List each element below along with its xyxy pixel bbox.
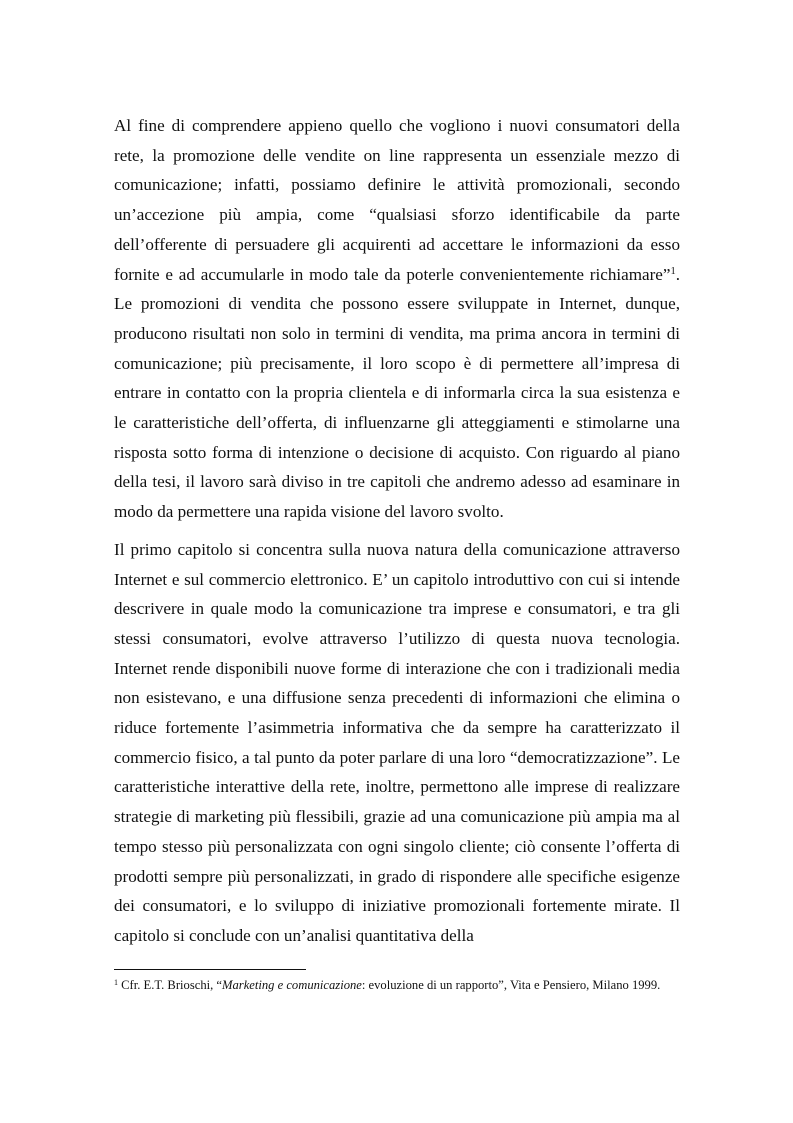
paragraph-1-text: Al fine di comprendere appieno quello che vogliono i nuovi consumatori della rete, la promozione delle vendite on line rappresenta un essenziale mezzo di comunicazione; infatti, possiamo definire le attività promozionali, secondo un’accezione più ampia, come “qualsiasi sforzo identificabile da parte dell’offerente di persuadere gli acquirenti ad accettare le informazioni da esso fornite e ad accumularle in modo tale da poterle convenientemente richiamare” [114, 116, 680, 284]
footnote-number: 1 [114, 978, 118, 987]
footnote-suffix: : evoluzione di un rapporto”, Vita e Pensiero, Milano 1999. [361, 978, 661, 992]
paragraph-1 [114, 111, 680, 527]
footnote-separator [114, 969, 306, 970]
footnote-title: Marketing e comunicazione [222, 978, 362, 992]
footnote-reference: 1 [670, 265, 676, 277]
paragraph-1-continuation: . Le promozioni di vendita che possono essere sviluppate in Internet, dunque, producono risultati non solo in termini di vendita, ma prima ancora in termini di comunicazione; più precisamente, il loro scopo è di permettere all’impresa di entrare in contatto con la propria clientela e di informarla circa la sua esistenza e le caratteristiche dell’offerta, di influenzarne gli atteggiamenti e stimolarne una risposta sotto forma di intenzione o decisione di acquisto. Con riguardo al piano della tesi, il lavoro sarà diviso in tre capitoli che andremo adesso ad esaminare in modo da permettere una rapida visione del lavoro svolto. [114, 264, 680, 522]
footnote-prefix: Cfr. E.T. Brioschi, “ [118, 978, 222, 992]
footnote [114, 977, 680, 993]
paragraph-2: Il primo capitolo si concentra sulla nuova natura della comunicazione attraverso Internet e sul commercio elettronico. E’ un capitolo introduttivo con cui si intende descrivere in quale modo la comunicazione tra imprese e consumatori, e tra gli stessi consumatori, evolve attraverso l’utilizzo di questa nuova tecnologia. Internet rende disponibili nuove forme di interazione che con i tradizionali media non esistevano, e una diffusione senza precedenti di informazioni che elimina o riduce fortemente l’asimmetria informativa che da sempre ha caratterizzato il commercio fisico, a tal punto da poter parlare di una loro “democratizzazione”. Le caratteristiche interattive della rete, inoltre, permettono alle imprese di realizzare strategie di marketing più flessibili, grazie ad una comunicazione più ampia ma al tempo stesso più personalizzata con ogni singolo cliente; ciò consente l’offerta di prodotti sempre più personalizzati, in grado di rispondere alle specifiche esigenze dei consumatori, e lo sviluppo di iniziative promozionali fortemente mirate. Il capitolo si conclude con un’analisi quantitativa della [114, 539, 680, 945]
body-text [114, 111, 680, 951]
